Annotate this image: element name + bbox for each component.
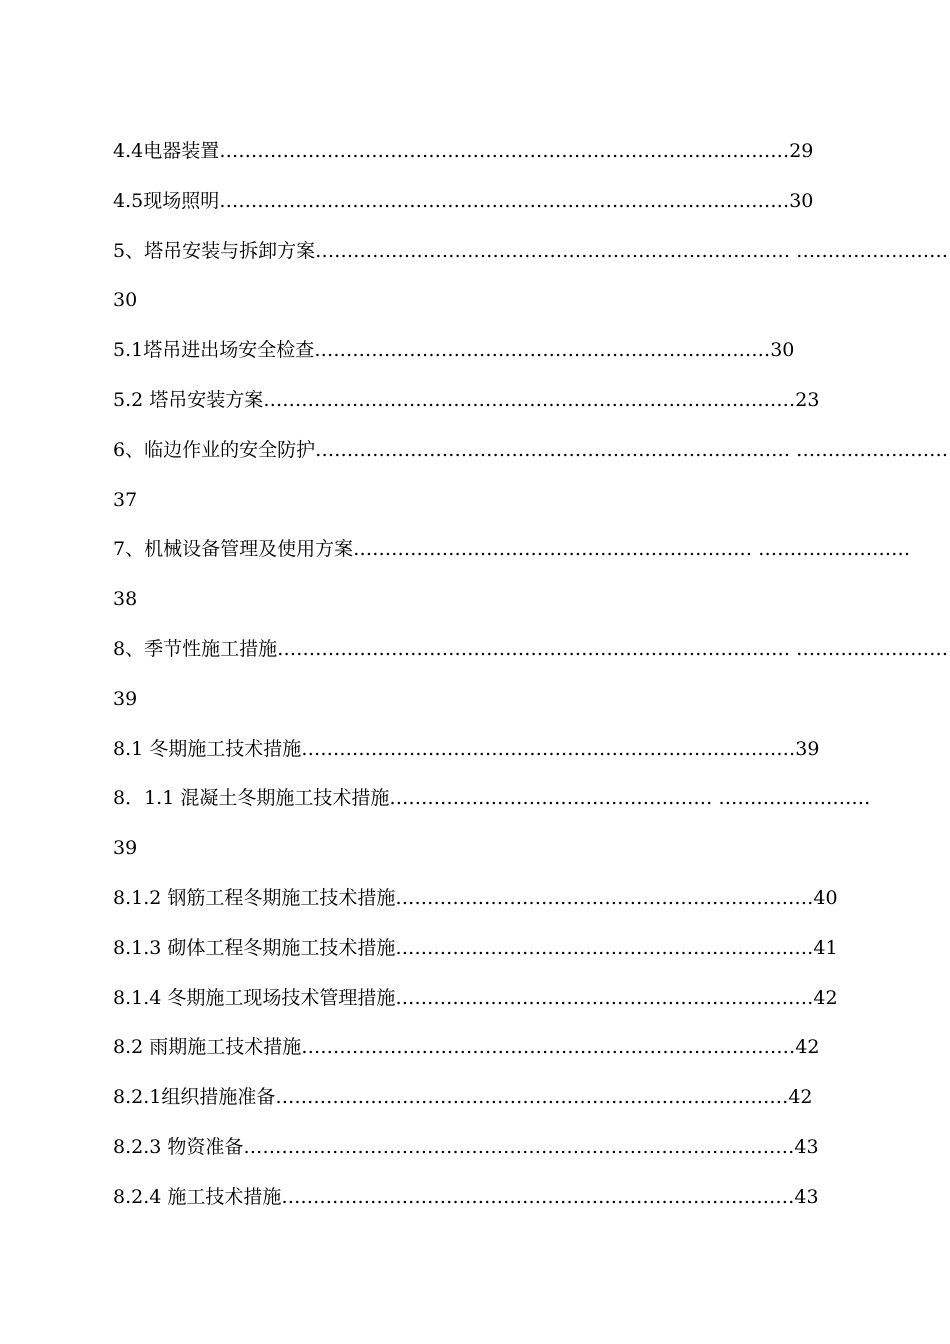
toc-entry-text: 8.1.4 冬期施工现场技术管理措施…………………………………………………………42 bbox=[113, 986, 838, 1009]
toc-entry bbox=[113, 333, 861, 383]
toc-entry bbox=[113, 582, 861, 632]
toc-entry-text: 8.1 冬期施工技术措施……………………………………………………………………39 bbox=[113, 737, 820, 760]
toc-entry-text: 8.2.3 物资准备……………………………………………………………………………43 bbox=[113, 1135, 819, 1158]
toc-entry-text: 38 bbox=[113, 588, 138, 611]
toc-entry bbox=[113, 483, 861, 533]
toc-entry bbox=[113, 831, 861, 881]
toc-entry bbox=[113, 981, 861, 1031]
toc-entry-text: 5.1塔吊进出场安全检查………………………………………………………………30 bbox=[113, 339, 795, 362]
toc-entry bbox=[113, 682, 861, 732]
toc-entry bbox=[113, 532, 911, 582]
toc-entry bbox=[113, 881, 861, 931]
toc-entry bbox=[113, 1030, 861, 1080]
toc-entry-text: 37 bbox=[113, 488, 138, 511]
toc-entry-text: 30 bbox=[113, 289, 138, 312]
toc-entry bbox=[113, 1180, 861, 1230]
toc-entry bbox=[113, 134, 861, 184]
toc-entry-text: 39 bbox=[113, 687, 138, 710]
toc-entry-text: 8.2 雨期施工技术措施……………………………………………………………………42 bbox=[113, 1036, 820, 1059]
toc-entry-text: 8.2.1组织措施准备………………………………………………………………………42 bbox=[113, 1086, 813, 1109]
toc-entry-text: 7、机械设备管理及使用方案……………………………………………………… …………………… bbox=[113, 538, 911, 561]
toc-entry-text: 4.4电器装置………………………………………………………………………………29 bbox=[113, 140, 814, 162]
toc-entry bbox=[113, 732, 861, 782]
table-of-contents bbox=[113, 134, 949, 1230]
toc-entry-text: 5、塔吊安装与拆卸方案………………………………………………………………… …………………… bbox=[113, 239, 949, 262]
toc-entry-text: 6、临边作业的安全防护………………………………………………………………… …………………… bbox=[113, 438, 949, 461]
toc-entry bbox=[113, 632, 949, 682]
toc-entry bbox=[113, 283, 861, 333]
toc-entry-text: 5.2 塔吊安装方案…………………………………………………………………………23 bbox=[113, 388, 820, 411]
toc-entry-text: 39 bbox=[113, 837, 138, 860]
toc-entry bbox=[113, 433, 949, 483]
toc-entry-text: 8.1.2 钢筋工程冬期施工技术措施…………………………………………………………40 bbox=[113, 886, 838, 909]
toc-entry bbox=[113, 931, 861, 981]
toc-entry-text: 8、季节性施工措施……………………………………………………………………… …………………… bbox=[113, 637, 949, 660]
toc-entry bbox=[113, 234, 949, 284]
toc-entry bbox=[113, 383, 861, 433]
toc-entry-text: 8.1.3 砌体工程冬期施工技术措施…………………………………………………………41 bbox=[113, 936, 838, 959]
toc-entry-text: 8．1.1 混凝土冬期施工技术措施…………………………………………… …………………… bbox=[113, 787, 871, 810]
toc-entry bbox=[113, 1130, 861, 1180]
toc-entry bbox=[113, 781, 871, 831]
toc-entry bbox=[113, 184, 861, 234]
toc-entry-text: 8.2.4 施工技术措施………………………………………………………………………43 bbox=[113, 1185, 819, 1208]
toc-entry-text: 4.5现场照明………………………………………………………………………………30 bbox=[113, 189, 814, 212]
toc-entry bbox=[113, 1080, 861, 1130]
